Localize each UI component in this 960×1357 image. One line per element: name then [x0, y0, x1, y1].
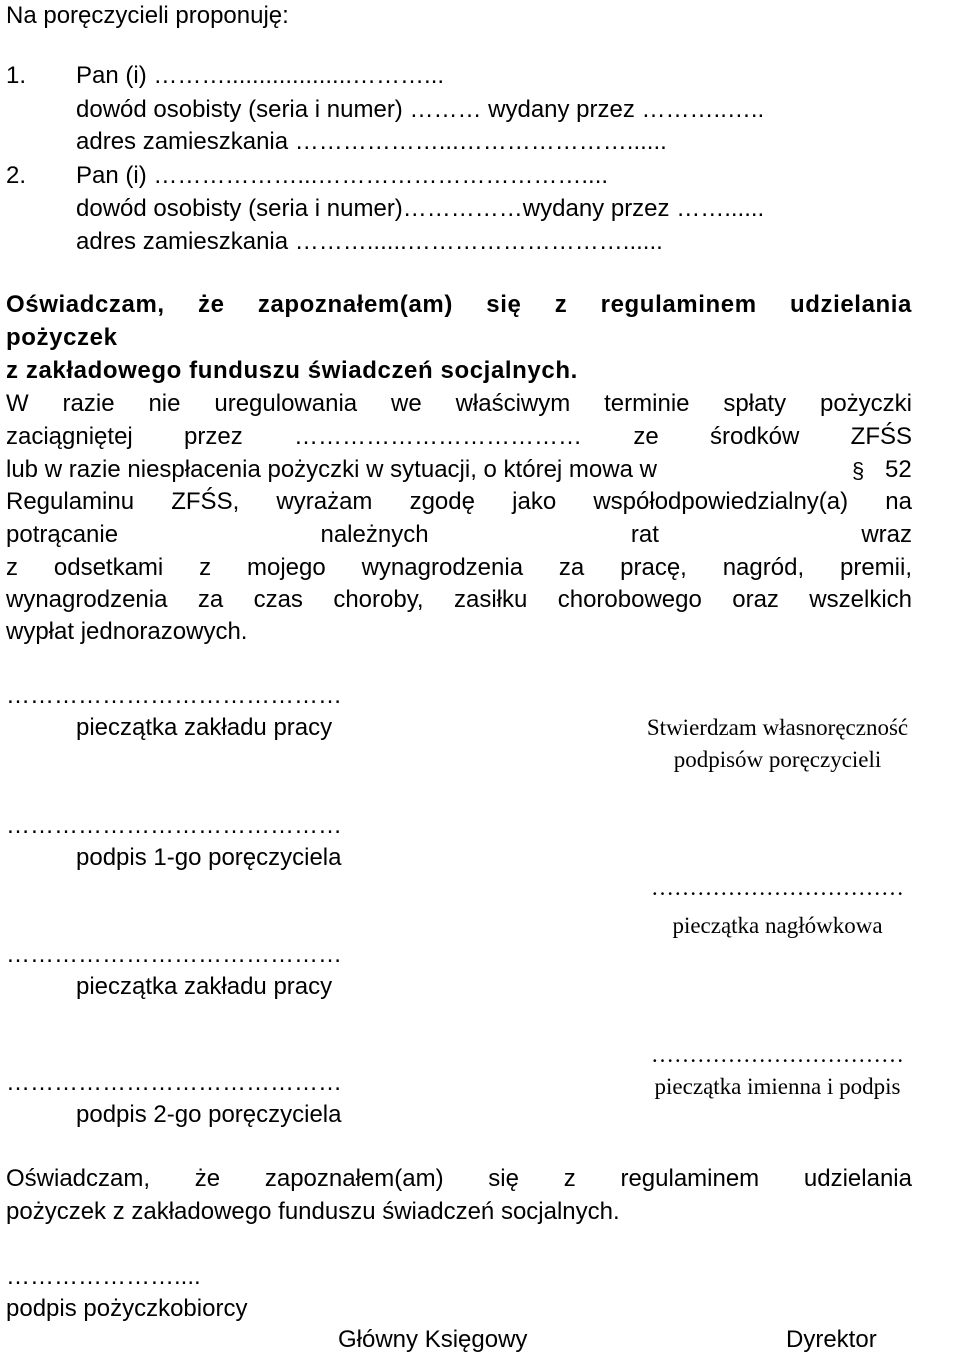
confirm-signatures-line-1: Stwierdzam własnoręczność: [646, 715, 909, 740]
consent-line-1: W razie nie uregulowania we właściwym terminie spłaty pożyczki: [6, 390, 912, 417]
guarantor-2-signature-label: podpis 2-go poręczyciela: [76, 1101, 342, 1128]
borrower-declaration-line-1: Oświadczam, że zapoznałem(am) się z regulaminem udzielania: [6, 1165, 912, 1192]
header-stamp-label: pieczątka nagłówkowa: [672, 913, 883, 938]
guarantor-2-name-line: Pan (i) ………………...……………………………....: [76, 162, 609, 189]
consent-line-8: wypłat jednorazowych.: [6, 618, 248, 645]
signature-2-dots: ……………………………………: [6, 1069, 342, 1096]
borrower-signature-label: podpis pożyczkobiorcy: [6, 1295, 248, 1322]
guarantor-1-address-line: adres zamieszkania ………………...…………………......: [76, 128, 667, 155]
confirm-signatures-line-2: podpisów poręczycieli: [673, 747, 882, 772]
declaration-line-2: pożyczek: [6, 324, 118, 351]
consent-line-5: potrącanie należnych rat wraz: [6, 521, 912, 548]
chief-accountant-label: Główny Księgowy: [338, 1326, 528, 1353]
signature-1-dots: ……………………………………: [6, 812, 342, 839]
guarantor-1-number: 1.: [6, 62, 27, 89]
declaration-line-3: z zakładowego funduszu świadczeń socjalnych.: [6, 357, 578, 384]
name-stamp-dots: ……………………………: [651, 1042, 904, 1067]
stamp-2-dots: ……………………………………: [6, 941, 342, 968]
consent-line-3: lub w razie niespłacenia pożyczki w sytuacji, o której mowa w: [6, 456, 657, 483]
consent-line-4: Regulaminu ZFŚS, wyrażam zgodę jako współodpowiedzialny(a) na: [6, 488, 912, 515]
name-stamp-label: pieczątka imienna i podpis: [654, 1074, 901, 1099]
section-symbol: §: [852, 458, 865, 483]
header-stamp-dots: ……………………………: [651, 875, 904, 900]
consent-line-7: wynagrodzenia za czas choroby, zasiłku chorobowego oraz wszelkich: [6, 586, 912, 613]
borrower-declaration-line-2: pożyczek z zakładowego funduszu świadczeń socjalnych.: [6, 1198, 620, 1225]
guarantor-1-id-line: dowód osobisty (seria i numer) ……… wydany przez ………..…..: [76, 96, 765, 123]
guarantor-1-signature-label: podpis 1-go poręczyciela: [76, 844, 342, 871]
workplace-stamp-1-label: pieczątka zakładu pracy: [76, 714, 333, 741]
consent-line-3-paragraph-number: 52: [885, 456, 912, 483]
borrower-signature-dots: …………………....: [6, 1263, 201, 1290]
consent-line-6: z odsetkami z mojego wynagrodzenia za pracę, nagród, premii,: [6, 554, 912, 581]
declaration-line-1: Oświadczam, że zapoznałem(am) się z regulaminem udzielania: [6, 291, 912, 318]
consent-line-2: zaciągniętej przez ……………………………… ze środków ZFŚS: [6, 423, 912, 450]
guarantor-2-id-line: dowód osobisty (seria i numer)……………wydany przez ……......: [76, 195, 765, 222]
director-label: Dyrektor: [786, 1326, 877, 1353]
guarantor-2-address-line: adres zamieszkania ………......………………………......: [76, 228, 663, 255]
page-header: Na poręczycieli proponuję:: [6, 2, 289, 29]
workplace-stamp-2-label: pieczątka zakładu pracy: [76, 973, 333, 1000]
guarantor-1-name-line: Pan (i) ………...................………...: [76, 62, 445, 89]
guarantor-2-number: 2.: [6, 162, 27, 189]
stamp-1-dots: ……………………………………: [6, 682, 342, 709]
